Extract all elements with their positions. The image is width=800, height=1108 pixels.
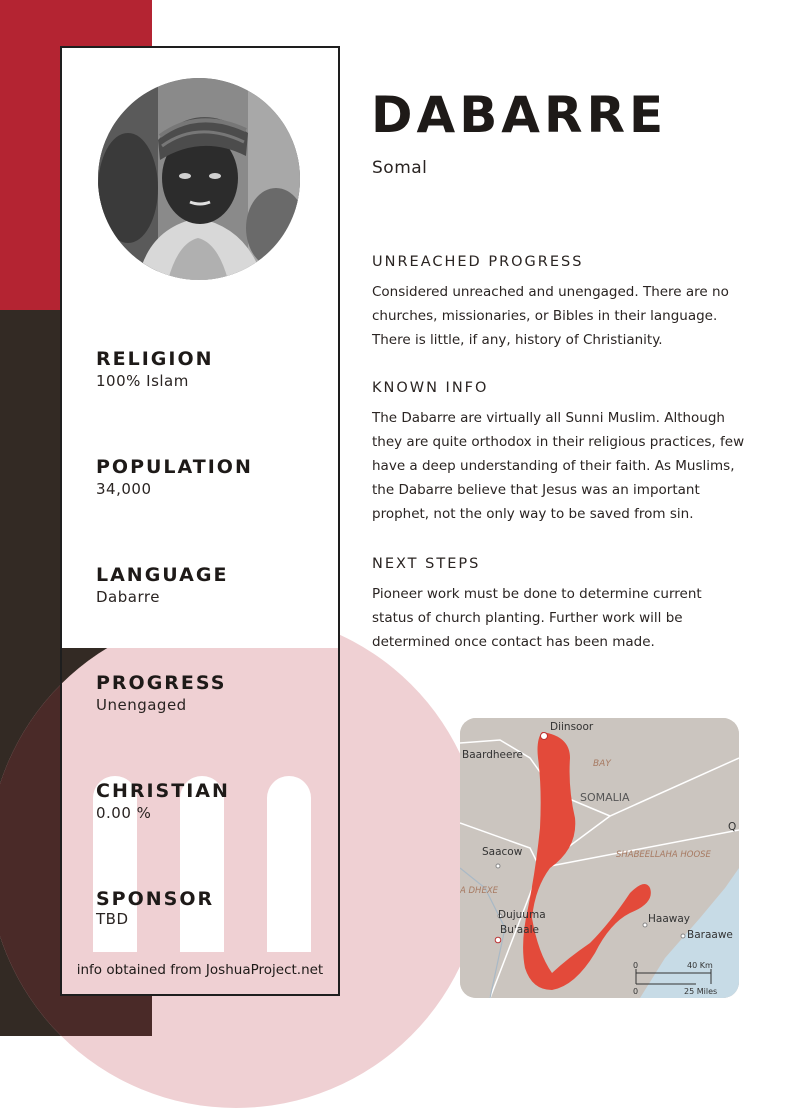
fact-population: [96, 456, 253, 498]
map-label-haaway: Haaway: [648, 913, 690, 925]
map-label-dujuuma: Dujuuma: [498, 909, 546, 921]
fact-value: 100% Islam: [96, 372, 189, 390]
map-label-baardheere: Baardheere: [462, 749, 523, 761]
fact-label: POPULATION: [96, 456, 253, 478]
fact-progress: [96, 672, 226, 714]
fact-label: LANGUAGE: [96, 564, 229, 586]
portrait-photo: [98, 78, 300, 280]
map-label-bay: BAY: [593, 759, 611, 769]
fact-label: PROGRESS: [96, 672, 227, 694]
scale-km-label: 40 Km: [687, 961, 713, 970]
map-label-q: Q: [728, 821, 737, 833]
section-next-steps: [372, 556, 752, 654]
scale-zero-mi: 0: [633, 987, 639, 996]
fact-value: TBD: [96, 910, 129, 928]
region-map-image: [460, 718, 739, 998]
section-body: Pioneer work must be done to determine current status of church planting. Further work will be determined once contact has been made.: [372, 586, 702, 650]
map-label-saacow: Saacow: [482, 846, 523, 858]
fact-label: SPONSOR: [96, 888, 215, 910]
scale-zero-km: 0: [633, 961, 639, 970]
fact-value: 0.00 %: [96, 804, 152, 822]
fact-value: 34,000: [96, 480, 152, 498]
page-title: DABARRE: [371, 86, 668, 144]
fact-value: Dabarre: [96, 588, 160, 606]
fact-religion: [96, 348, 214, 390]
page-subtitle: Somal: [372, 158, 428, 178]
region-map: [460, 718, 739, 998]
section-heading: KNOWN INFO: [372, 380, 489, 396]
section-unreached-progress: [372, 254, 752, 352]
section-heading: UNREACHED PROGRESS: [372, 254, 584, 270]
fact-language: [96, 564, 228, 606]
scale-mi-label: 25 Miles: [684, 987, 718, 996]
map-label-dhexe: A DHEXE: [460, 886, 499, 896]
fact-value: Unengaged: [96, 696, 187, 714]
section-body: The Dabarre are virtually all Sunni Muslim. Although they are quite orthodox in their religious practices, few have a deep understanding of their faith. As Muslims, the Dabarre believe that Jesus was an important prophet, not the only way to be saved from sin.: [372, 410, 745, 522]
map-label-baraawe: Baraawe: [687, 929, 733, 941]
map-label-shabeellaha: SHABEELLAHA HOOSE: [616, 850, 711, 860]
fact-label: CHRISTIAN: [96, 780, 230, 802]
section-body: Considered unreached and unengaged. There are no churches, missionaries, or Bibles in their language. There is little, if any, history of Christianity.: [372, 284, 729, 348]
map-label-buaale: Bu'aale: [500, 924, 539, 936]
portrait-photo-image: [98, 78, 300, 280]
map-label-diinsoor: Diinsoor: [550, 721, 594, 733]
fact-sponsor: [96, 888, 214, 928]
section-known-info: [372, 380, 752, 526]
source-note: info obtained from JoshuaProject.net: [76, 962, 324, 978]
map-label-somalia: SOMALIA: [580, 791, 630, 804]
fact-label: RELIGION: [96, 348, 214, 370]
section-heading: NEXT STEPS: [372, 556, 481, 572]
fact-christian: [96, 780, 230, 822]
